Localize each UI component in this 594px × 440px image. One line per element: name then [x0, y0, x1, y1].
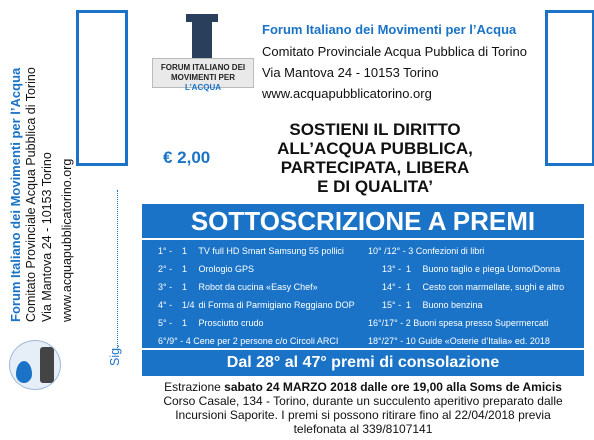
prize-row: 3° - 1 Robot da cucina «Easy Chef» [158, 282, 318, 292]
draw-info-date: sabato 24 MARZO 2018 dalle ore 19,00 alla Soms de Amicis [224, 380, 562, 394]
stub-org: Forum Italiano dei Movimenti per l’Acqua [8, 67, 23, 322]
forum-logo [152, 16, 254, 92]
logo-line1: FORUM ITALIANO DEI [160, 63, 246, 72]
prize-row: 16°/17° - 2 Buoni spesa presso Supermercati [368, 318, 549, 328]
headline [245, 120, 505, 196]
prize-row: 13° - 1 Buono taglio e piega Uomo/Donna [382, 264, 561, 274]
stub-signature-label: Sig. [108, 344, 122, 366]
draw-info-prefix: Estrazione [164, 380, 225, 394]
headline-line-1: SOSTIENI IL DIRITTO [289, 120, 461, 139]
headline-line-4: E DI QUALITA’ [317, 177, 433, 196]
stub-address: Via Mantova 24 - 10153 Torino [40, 152, 54, 322]
prize-row: 5° - 1 Prosciutto crudo [158, 318, 264, 328]
water-drop-icon [16, 361, 32, 383]
prize-row: 18°/27° - 10 Guide «Osterie d’Italia» ed. 2018 [368, 336, 550, 346]
headline-line-3: PARTECIPATA, LIBERA [280, 158, 470, 177]
prize-list [142, 240, 584, 348]
headline-line-2: ALL’ACQUA PUBBLICA, [277, 139, 473, 158]
header-org: Forum Italiano dei Movimenti per l’Acqua [262, 22, 517, 37]
prize-row: 1° - 1 TV full HD Smart Samsung 55 pollici [158, 246, 344, 256]
prize-row: 4° - 1/4 di Forma di Parmigiano Reggiano DOP [158, 300, 355, 310]
draw-info [142, 380, 584, 436]
ticket-number-box-right [545, 10, 594, 166]
faucet-icon [40, 347, 54, 383]
header-address: Via Mantova 24 - 10153 Torino [262, 65, 439, 80]
draw-info-line4: telefonata al 339/8107141 [293, 422, 433, 436]
header-website: www.acquapubblicatorino.org [262, 86, 432, 101]
stub-committee: Comitato Provinciale Acqua Pubblica di Torino [24, 67, 38, 322]
prize-row: 6°/9° - 4 Cene per 2 persone c/o Circoli ARCI [158, 336, 339, 346]
water-tower-icon [192, 16, 212, 60]
banner-title: SOTTOSCRIZIONE A PREMI [142, 204, 584, 238]
prize-row: 2° - 1 Orologio GPS [158, 264, 255, 274]
draw-info-line2: Corso Casale, 134 - Torino, durante un succulento aperitivo preparato dalle [163, 394, 563, 408]
draw-info-line3: Incursioni Saporite. I premi si possono ritirare fino al 22/04/2018 previa [175, 408, 551, 422]
logo-line2b: L’ACQUA [185, 83, 221, 92]
prize-row: 10° /12° - 3 Confezioni di libri [368, 246, 485, 256]
consolation-prizes: Dal 28° al 47° premi di consolazione [142, 350, 584, 376]
signature-line [117, 190, 118, 350]
ticket-number-box-left [76, 10, 128, 166]
prize-row: 14° - 1 Cesto con marmellate, sughi e altro [382, 282, 565, 292]
stub-website: www.acquapubblicatorino.org [60, 158, 74, 322]
prize-row: 15° - 1 Buono benzina [382, 300, 483, 310]
logo-plate [152, 58, 254, 92]
ticket-price: € 2,00 [163, 148, 211, 167]
header-committee: Comitato Provinciale Acqua Pubblica di Torino [262, 44, 527, 59]
stub-logo [9, 340, 61, 390]
logo-line2a: MOVIMENTI PER [170, 73, 235, 82]
